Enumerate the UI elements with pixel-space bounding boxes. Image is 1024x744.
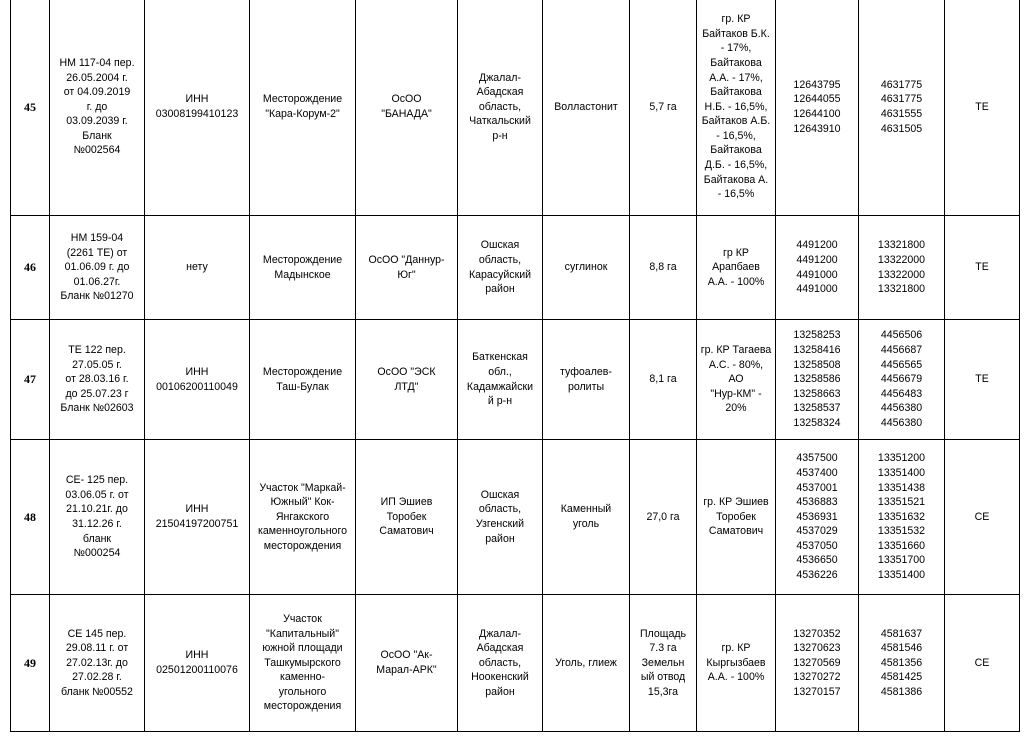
license-cell: НМ 117-04 пер. 26.05.2004 г. от 04.09.2019 г. до 03.09.2039 г. Бланк №002564 (50, 0, 145, 216)
coords-y-cell: 4631775 4631775 4631555 4631505 (859, 0, 945, 216)
object-cell: Участок "Маркай- Южный" Кок- Янгакского каменноугольного месторождения (250, 440, 356, 595)
coords-y-cell: 13321800 13322000 13322000 13321800 (859, 216, 945, 320)
founders-cell: гр КР Арапбаев А.А. - 100% (697, 216, 776, 320)
object-cell: Месторождение Мадынское (250, 216, 356, 320)
coords-x-cell: 4491200 4491200 4491000 4491000 (776, 216, 859, 320)
owner-cell: ОсОО "БАНАДА" (356, 0, 458, 216)
inn-cell: ИНН 02501200110076 (145, 595, 250, 732)
mineral-cell: Волластонит (543, 0, 630, 216)
license-cell: ТЕ 122 пер. 27.05.05 г. от 28.03.16 г. до 25.07.23 г Бланк №02603 (50, 320, 145, 440)
type-cell: ТЕ (945, 0, 1020, 216)
table-row (11, 595, 1020, 732)
owner-cell: ОсОО "ЭСК ЛТД" (356, 320, 458, 440)
region-cell: Ошская область, Узгенский район (458, 440, 543, 595)
region-cell: Баткенская обл., Кадамжайски й р-н (458, 320, 543, 440)
inn-cell: нету (145, 216, 250, 320)
coords-y-cell: 13351200 13351400 13351438 13351521 13351632 13351532 13351660 13351700 13351400 (859, 440, 945, 595)
type-cell: ТЕ (945, 320, 1020, 440)
license-cell: СЕ- 125 пер. 03.06.05 г. от 21.10.21г. до 31.12.26 г. бланк №000254 (50, 440, 145, 595)
coords-x-cell: 4357500 4537400 4537001 4536883 4536931 4537029 4537050 4536650 4536226 (776, 440, 859, 595)
area-cell: 8,1 га (630, 320, 697, 440)
license-cell: НМ 159-04 (2261 ТЕ) от 01.06.09 г. до 01.06.27г. Бланк №01270 (50, 216, 145, 320)
inn-cell: ИНН 00106200110049 (145, 320, 250, 440)
area-cell: 27,0 га (630, 440, 697, 595)
coords-y-cell: 4456506 4456687 4456565 4456679 4456483 4456380 4456380 (859, 320, 945, 440)
region-cell: Ошская область, Карасуйский район (458, 216, 543, 320)
owner-cell: ОсОО "Ак- Марал-АРК" (356, 595, 458, 732)
object-cell: Участок "Капитальный" южной площади Ташкумырского каменно- угольного месторождения (250, 595, 356, 732)
owner-cell: ИП Эшиев Торобек Саматович (356, 440, 458, 595)
license-cell: СЕ 145 пер. 29.08.11 г. от 27.02.13г. до 27.02.28 г. бланк №00552 (50, 595, 145, 732)
table-row (11, 440, 1020, 595)
area-cell: 8,8 га (630, 216, 697, 320)
table-row (11, 216, 1020, 320)
table-row (11, 0, 1020, 216)
type-cell: ТЕ (945, 216, 1020, 320)
mineral-cell: Уголь, глиеж (543, 595, 630, 732)
owner-cell: ОсОО "Даннур- Юг" (356, 216, 458, 320)
row-number: 48 (11, 440, 50, 595)
mineral-cell: туфоалев- ролиты (543, 320, 630, 440)
type-cell: СЕ (945, 440, 1020, 595)
inn-cell: ИНН 21504197200751 (145, 440, 250, 595)
mineral-cell: Каменный уголь (543, 440, 630, 595)
founders-cell: гр. КР Тагаева А.С. - 80%, АО "Нур-КМ" - 20% (697, 320, 776, 440)
coords-x-cell: 13258253 13258416 13258508 13258586 13258663 13258537 13258324 (776, 320, 859, 440)
region-cell: Джалал- Абадская область, Ноокенский район (458, 595, 543, 732)
region-cell: Джалал- Абадская область, Чаткальский р-н (458, 0, 543, 216)
area-cell: Площадь 7.3 га Земельн ый отвод 15,3га (630, 595, 697, 732)
row-number: 45 (11, 0, 50, 216)
row-number: 46 (11, 216, 50, 320)
coords-y-cell: 4581637 4581546 4581356 4581425 4581386 (859, 595, 945, 732)
founders-cell: гр. КР Эшиев Торобек Саматович (697, 440, 776, 595)
coords-x-cell: 13270352 13270623 13270569 13270272 13270157 (776, 595, 859, 732)
founders-cell: гр. КР Байтаков Б.К. - 17%, Байтакова А.А. - 17%, Байтакова Н.Б. - 16,5%, Байтаков А.Б. - 16,5%, Байтакова Д.Б. - 16,5%, Байтакова А. - 16,5% (697, 0, 776, 216)
object-cell: Месторождение Таш-Булак (250, 320, 356, 440)
coords-x-cell: 12643795 12644055 12644100 12643910 (776, 0, 859, 216)
row-number: 47 (11, 320, 50, 440)
type-cell: СЕ (945, 595, 1020, 732)
founders-cell: гр. КР Кыргызбаев А.А. - 100% (697, 595, 776, 732)
table-row (11, 320, 1020, 440)
object-cell: Месторождение "Кара-Корум-2" (250, 0, 356, 216)
area-cell: 5,7 га (630, 0, 697, 216)
license-table (10, 0, 1020, 732)
row-number: 49 (11, 595, 50, 732)
inn-cell: ИНН 03008199410123 (145, 0, 250, 216)
mineral-cell: суглинок (543, 216, 630, 320)
